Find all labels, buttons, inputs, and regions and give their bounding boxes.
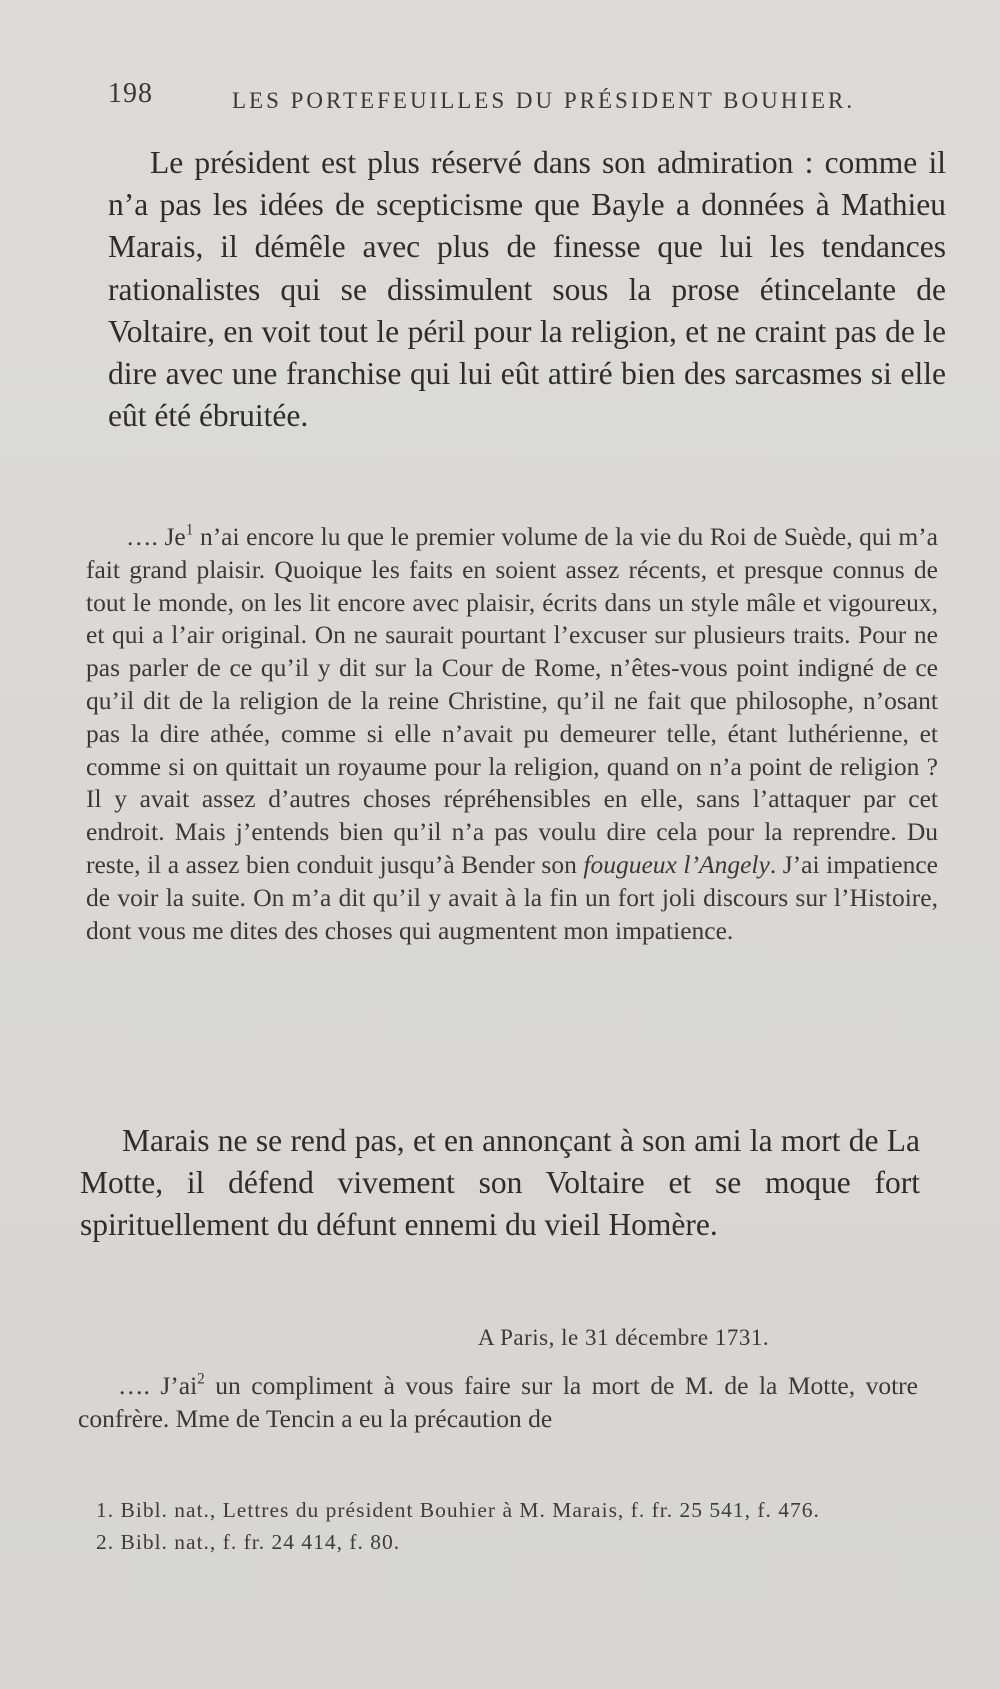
paragraph-1-text: Le président est plus réservé dans son admiration : comme il n’a pas les idées de scepticisme que Bayle a données à Mathieu Marais, il démêle avec plus de finesse que lui les tendances rationalistes qui se dissimulent sous la prose étincelante de Voltaire, en voit tout le péril pour la religion, et ne craint pas de le dire avec une franchise qui lui eût attiré bien des sarcasmes si elle eût été ébruitée. [108, 145, 946, 434]
letter-quote-1-text [86, 521, 938, 947]
quote-1-body: n’ai encore lu que le premier volume de la vie du Roi de Suède, qui m’a fait grand plaisir. Quoique les faits en soient assez récents, et presque connus de tout le monde, on les lit encore avec plaisir, écrits dans un style mâle et vigoureux, et qui a l’air original. On ne saurait pourtant l’excuser sur plusieurs traits. Pour ne pas parler de ce qu’il y dit sur la Cour de Rome, n’êtes-vous point indigné de ce qu’il dit de la religion de la reine Christine, qu’il ne fait que philosophe, n’osant pas la dire athée, comme si elle n’avait pu demeurer telle, étant luthérienne, et comme si on quittait un royaume pour la religion, quand on n’a point de religion ? Il y avait assez d’autres choses répréhensibles en elle, sans l’attaquer par cet endroit. Mais j’entends bien qu’il n’a pas voulu dire cela pour la reprendre. Du reste, il a assez bien conduit jusqu’à Bender son [86, 522, 938, 879]
letter-quote-2-text [78, 1370, 918, 1436]
footnote-2: 2. Bibl. nat., f. fr. 24 414, f. 80. [96, 1530, 401, 1554]
footnotes [66, 1496, 926, 1560]
quote-1-italic: fougueux l’Angely [583, 849, 770, 879]
quote-1-body-end: . J’ai impatience de voir la suite. On m’a dit qu’il y avait à la fin un fort joli discours sur l’Histoire, dont vous me dites des choses qui augmentent mon impatience. [86, 849, 938, 945]
paragraph-2 [80, 1120, 920, 1247]
running-title: LES PORTEFEUILLES DU PRÉSIDENT BOUHIER. [232, 88, 856, 113]
quote-2-body: un compliment à vous faire sur la mort de M. de la Motte, votre confrère. Mme de Tencin a eu la précaution de [78, 1371, 918, 1433]
quote-1-lead: …. Je [126, 522, 186, 551]
letter-quote-1 [86, 521, 938, 947]
quote-2-lead: …. J’ai [118, 1371, 198, 1400]
footnote-ref-2: 2 [197, 1370, 205, 1388]
letter-quote-2 [78, 1370, 918, 1436]
footnote-1: 1. Bibl. nat., Lettres du président Bouhier à M. Marais, f. fr. 25 541, f. 476. [96, 1498, 820, 1522]
letter-dateline: A Paris, le 31 décembre 1731. [478, 1325, 770, 1350]
page-number: 198 [108, 78, 153, 109]
footnote-ref-1: 1 [185, 521, 194, 539]
paragraph-1 [108, 142, 946, 437]
paragraph-2-text: Marais ne se rend pas, et en annonçant à son ami la mort de La Motte, il défend vivement son Voltaire et se moque fort spirituellement du défunt ennemi du vieil Homère. [80, 1123, 920, 1243]
page-header [108, 78, 938, 118]
